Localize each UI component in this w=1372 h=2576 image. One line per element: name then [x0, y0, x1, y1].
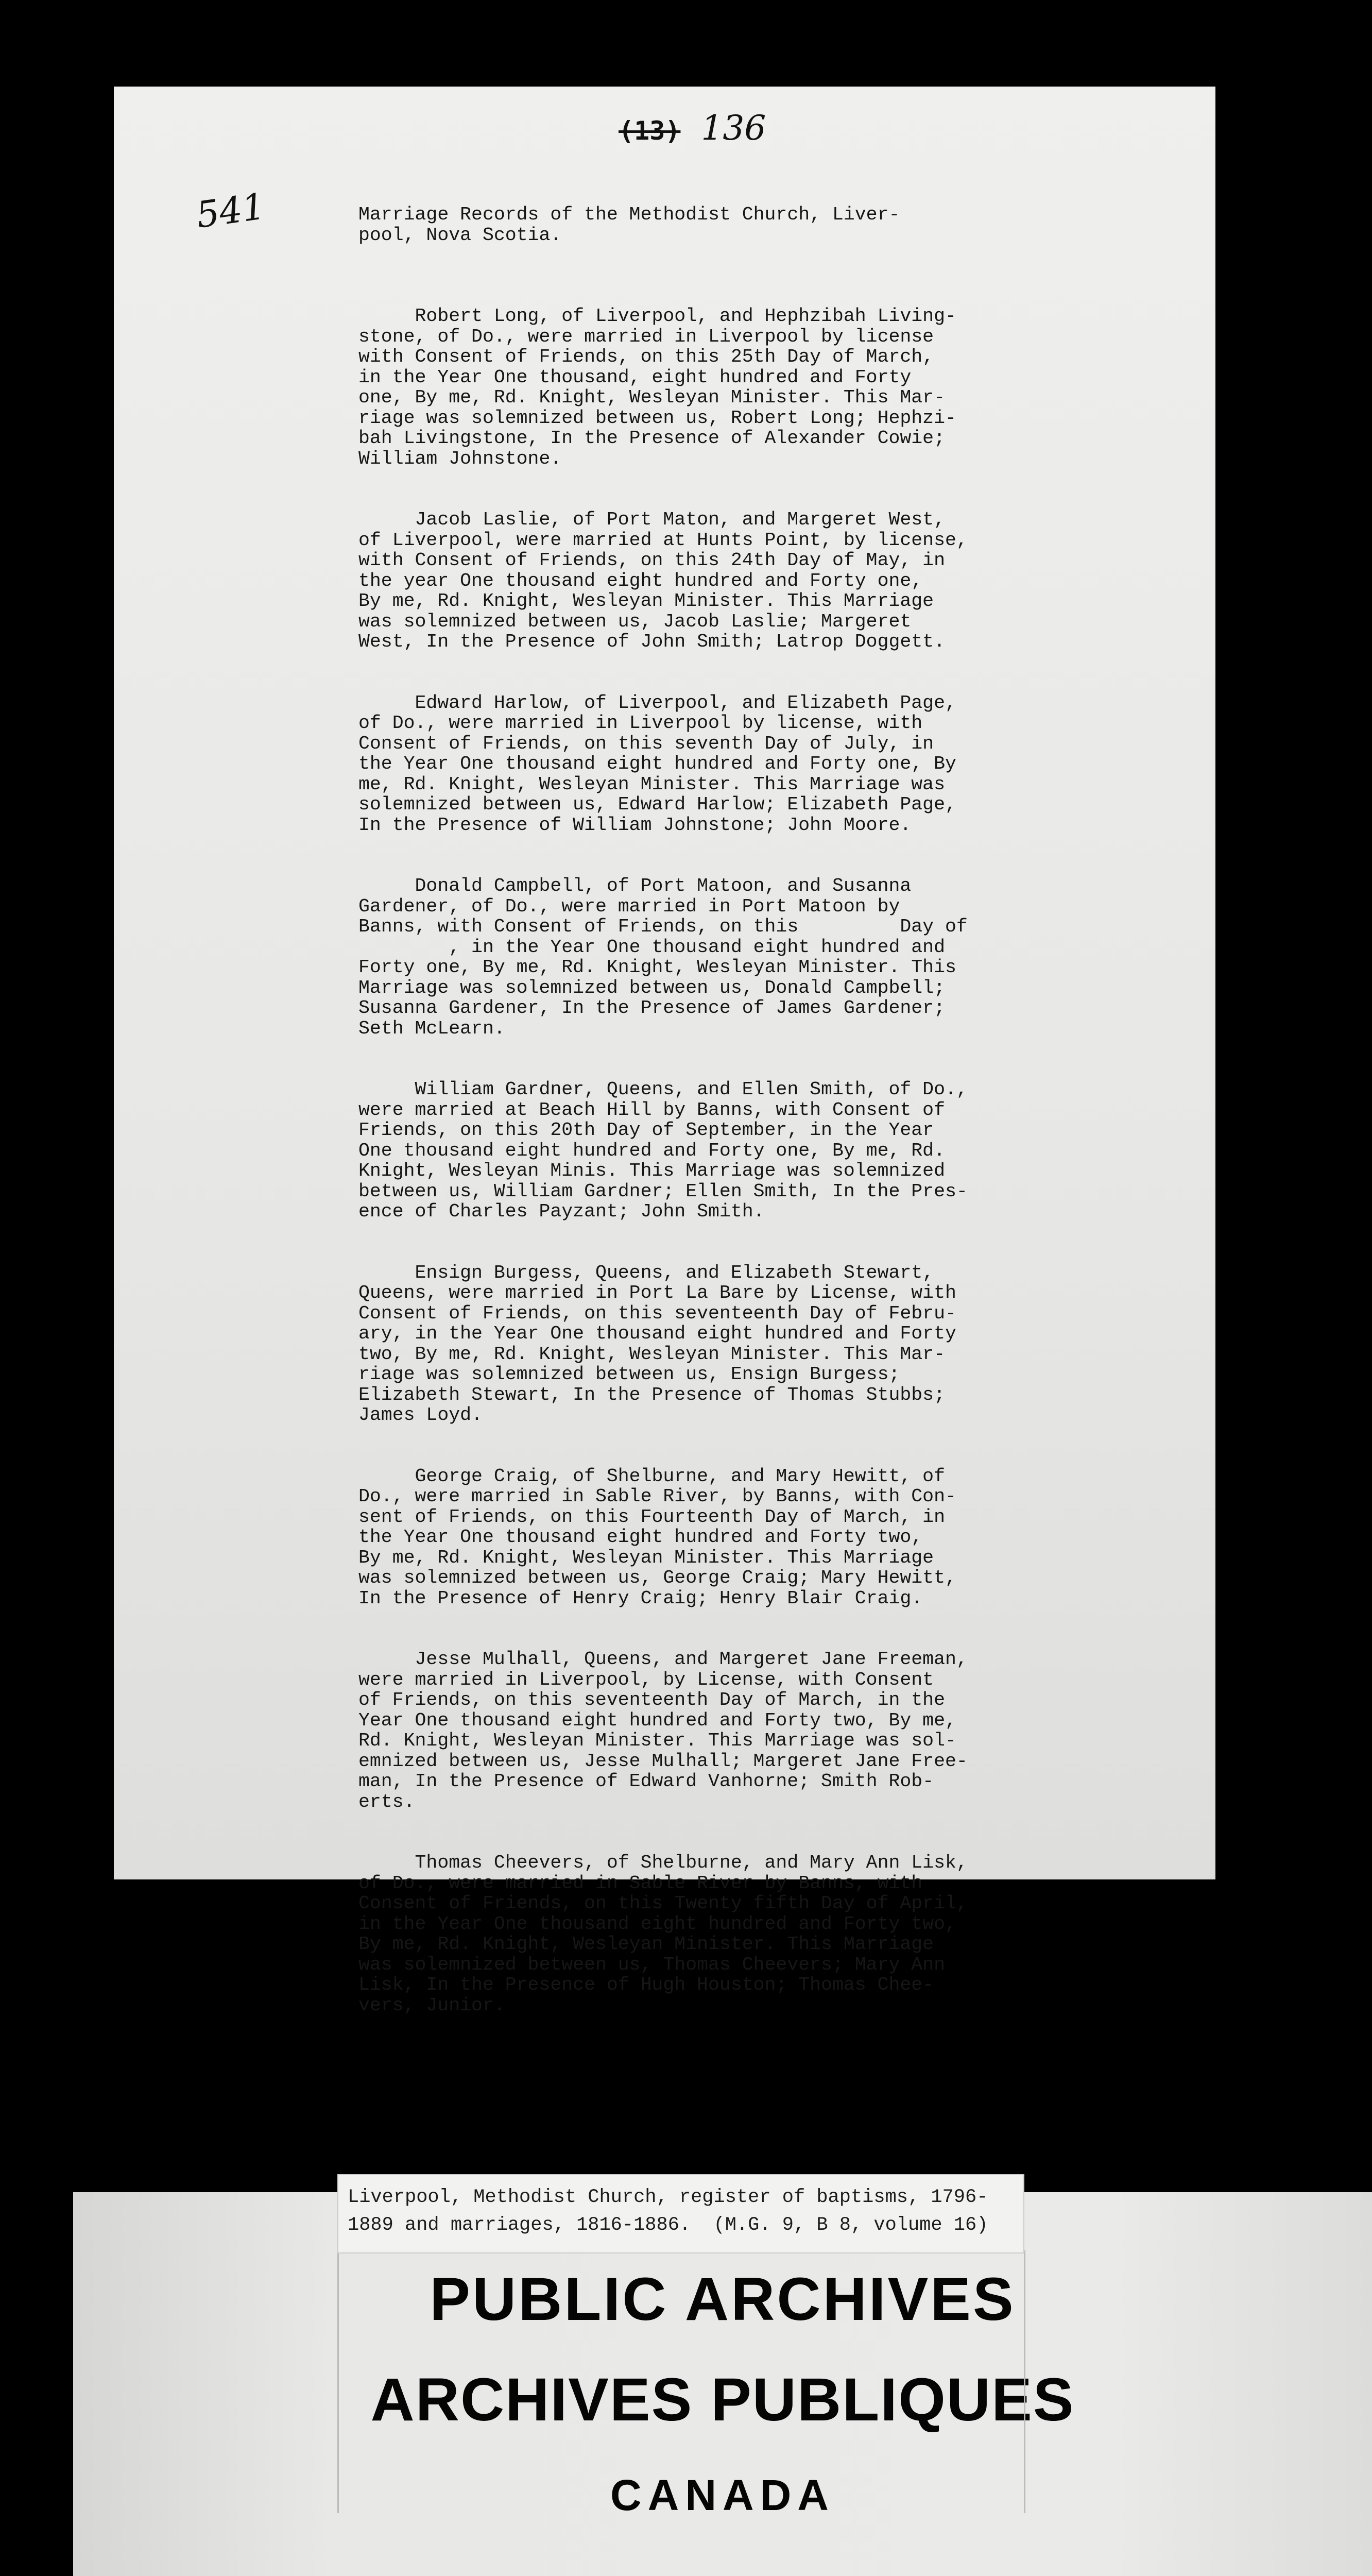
- archive-label-text: Liverpool, Methodist Church, register of baptisms, 1796- 1889 and marriages, 1816-1886. (M.G. 9, B 8, volume 16): [348, 2187, 988, 2236]
- margin-note: 541: [193, 185, 268, 236]
- stamp-archives-publiques: ARCHIVES PUBLIQUES: [370, 2366, 1075, 2434]
- marriage-record: Edward Harlow, of Liverpool, and Elizabeth Page, of Do., were married in Liverpool by license, with Consent of Friends, on this seventh Day of July, in the Year One thousand eight hundred and Forty one, By me, Rd. Knight, Wesleyan Minister. This Marriage was solemnized between us, Edward Harlow; Elizabeth Page, In the Presence of William Johnstone; John Moore.: [358, 692, 956, 836]
- marriage-record: Thomas Cheevers, of Shelburne, and Mary Ann Lisk, of Do., were married in Sable River by Banns, with Consent of Friends, on this Twenty fifth Day of April, in the Year One thousand eight hundred and Forty two, By me, Rd. Knight, Wesleyan Minister. This Marriage was solemnized between us, Thomas Cheevers; Mary Ann Lisk, In the Presence of Hugh Houston; Thomas Chee- vers, Junior.: [358, 1852, 968, 2016]
- struck-page-number: (13): [619, 116, 681, 146]
- page-number: [619, 108, 766, 148]
- document-heading: Marriage Records of the Methodist Church, Liver- pool, Nova Scotia.: [358, 204, 900, 246]
- archive-label-slip: [337, 2174, 1024, 2253]
- marriage-record: William Gardner, Queens, and Ellen Smith, of Do., were married at Beach Hill by Banns, with Consent of Friends, on this 20th Day of September, in the Year One thousand eight hundred and Forty one, By me, Rd. Knight, Wesleyan Minis. This Marriage was solemnized between us, William Gardner; Ellen Smith, In the Pres- ence of Charles Payzant; John Smith.: [358, 1079, 968, 1222]
- typed-document-page: [114, 87, 1215, 2016]
- marriage-record: Jesse Mulhall, Queens, and Margeret Jane Freeman, were married in Liverpool, by License, with Consent of Friends, on this seventeenth Day of March, in the Year One thousand eight hundred and Forty two, By me, Rd. Knight, Wesleyan Minister. This Marriage was sol- emnized between us, Jesse Mulhall; Margeret Jane Free- man, In the Presence of Edward Vanhorne; Smith Rob- erts.: [358, 1649, 968, 1812]
- marriage-record: Jacob Laslie, of Port Maton, and Margeret West, of Liverpool, were married at Hunts Point, by license, with Consent of Friends, on this 24th Day of May, in the year One thousand eight hundred and Forty one, By me, Rd. Knight, Wesleyan Minister. This Marriage was solemnized between us, Jacob Laslie; Margeret West, In the Presence of John Smith; Latrop Doggett.: [358, 509, 968, 652]
- stamp-border: [337, 2250, 1025, 2513]
- marriage-record: George Craig, of Shelburne, and Mary Hewitt, of Do., were married in Sable River, by Banns, with Con- sent of Friends, on this Fourteenth Day of March, in the Year One thousand eight hundred and Forty two, By me, Rd. Knight, Wesleyan Minister. This Marriage was solemnized between us, George Craig; Mary Hewitt, In the Presence of Henry Craig; Henry Blair Craig.: [358, 1465, 956, 1609]
- marriage-record: Ensign Burgess, Queens, and Elizabeth Stewart, Queens, were married in Port La Bare by License, with Consent of Friends, on this seventeenth Day of Febru- ary, in the Year One thousand eight hundred and Forty two, By me, Rd. Knight, Wesleyan Minister. This Mar- riage was solemnized between us, Ensign Burgess; Elizabeth Stewart, In the Presence of Thomas Stubbs; James Loyd.: [358, 1262, 956, 1426]
- record-text: [358, 164, 1213, 2056]
- stamp-public-archives: PUBLIC ARCHIVES: [430, 2265, 1016, 2333]
- marriage-record: Robert Long, of Liverpool, and Hephzibah Living- stone, of Do., were married in Liverpool by license with Consent of Friends, on this 25th Day of March, in the Year One thousand, eight hundred and Forty one, By me, Rd. Knight, Wesleyan Minister. This Mar- riage was solemnized between us, Robert Long; Hephzi- bah Livingstone, In the Presence of Alexander Cowie; William Johnstone.: [358, 306, 956, 469]
- marriage-record: Donald Campbell, of Port Matoon, and Susanna Gardener, of Do., were married in Port Matoon by Banns, with Consent of Friends, on this Day of , in the Year One thousand eight hundred and Forty one, By me, Rd. Knight, Wesleyan Minister. This Marriage was solemnized between us, Donald Campbell; Susanna Gardener, In the Presence of James Gardener; Seth McLearn.: [358, 875, 968, 1039]
- handwritten-page-number: 136: [701, 108, 766, 148]
- stamp-canada: CANADA: [610, 2471, 835, 2519]
